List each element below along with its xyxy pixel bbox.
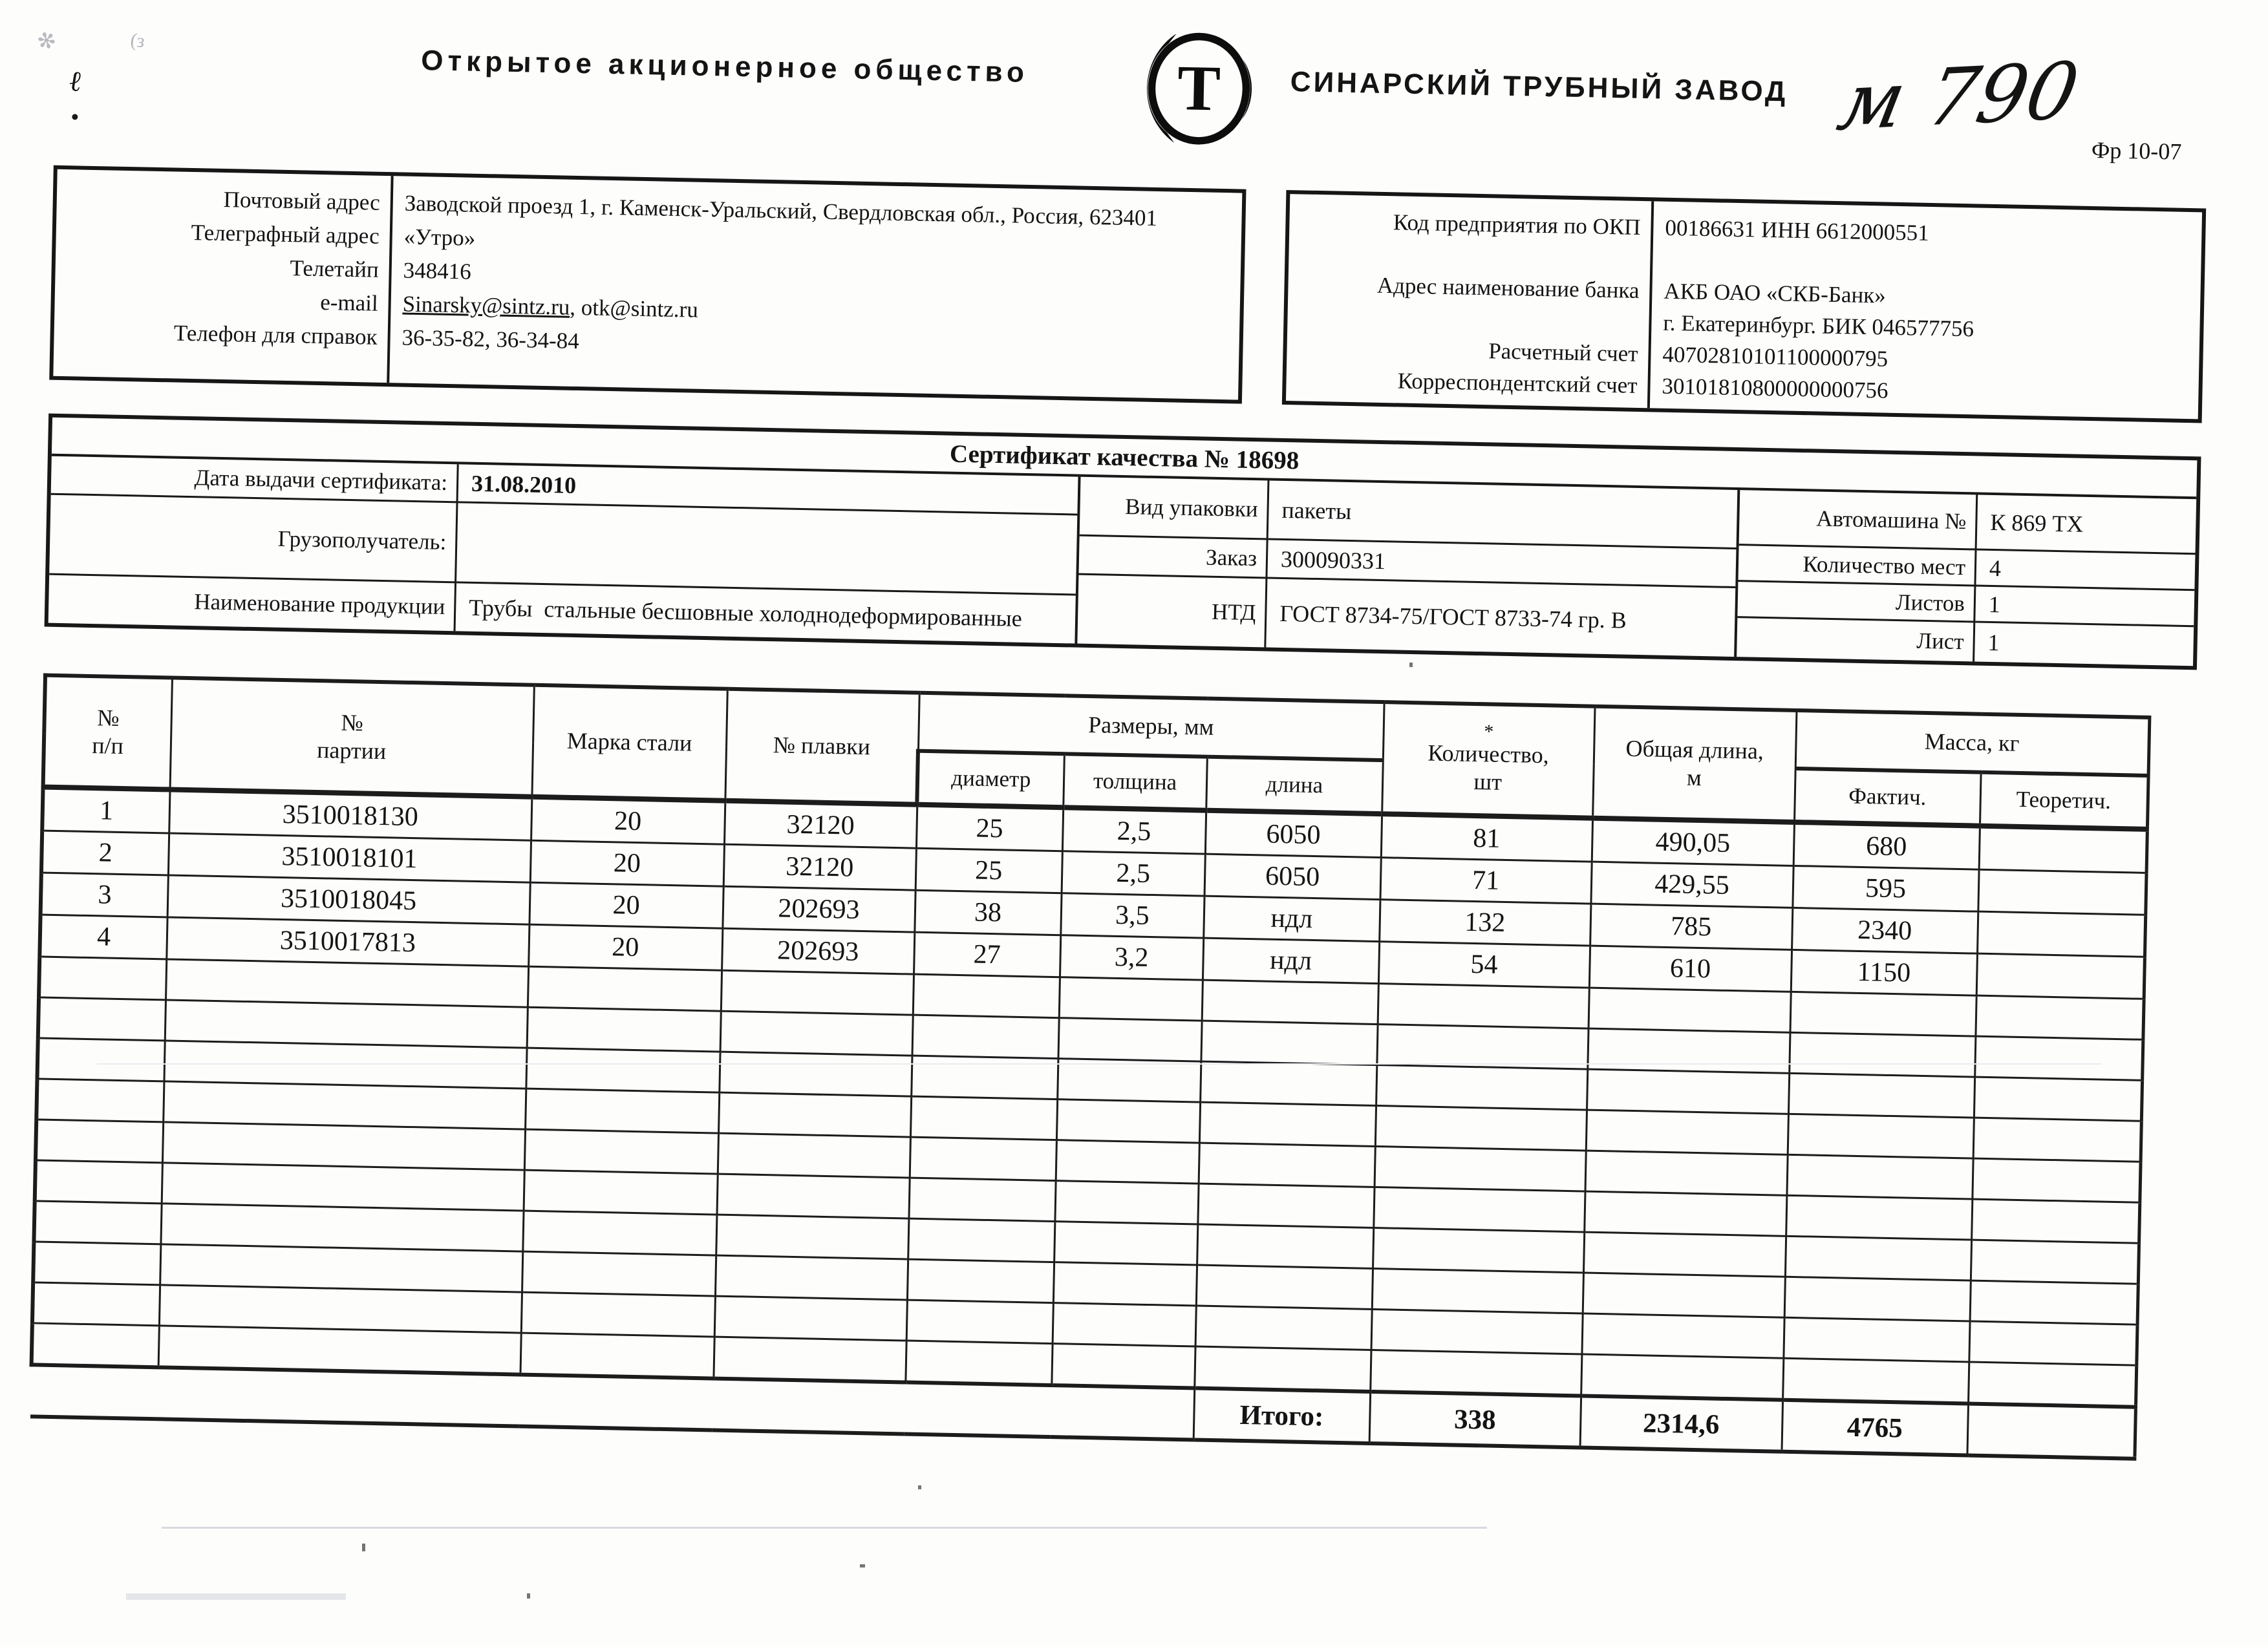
bank-values-column xyxy=(1650,201,2202,419)
empty-cell xyxy=(1972,1158,2140,1202)
cell-diameter: 38 xyxy=(914,890,1061,935)
teletype-value: 348416 xyxy=(403,257,472,284)
scan-speck xyxy=(918,1485,921,1489)
email-label: e-mail xyxy=(319,290,379,316)
empty-cell xyxy=(1199,1143,1375,1187)
bank-name-value-line1: АКБ ОАО «СКБ-Банк» xyxy=(1664,278,1887,308)
cell-quantity: 71 xyxy=(1380,858,1592,904)
cell-total-length: 429,55 xyxy=(1590,862,1793,908)
header-line: м xyxy=(1686,764,1702,791)
empty-cell xyxy=(163,1081,526,1129)
certificate-right-section xyxy=(1737,490,2196,666)
empty-cell xyxy=(39,957,166,1000)
empty-cell xyxy=(1975,995,2143,1039)
form-code-label: Фр 10-07 xyxy=(2091,136,2182,165)
col-header-diameter: диаметр xyxy=(917,751,1064,808)
empty-cell xyxy=(1375,1106,1587,1151)
truck-number-value: К 869 ТХ xyxy=(1977,495,2197,555)
cell-quantity: 54 xyxy=(1378,942,1590,988)
empty-cell xyxy=(520,1333,714,1378)
col-group-sizes: Размеры, мм xyxy=(918,693,1384,760)
totals-mass-theoretical xyxy=(1967,1403,2135,1458)
cell-length: ндл xyxy=(1203,896,1380,941)
empty-cell xyxy=(1785,1236,1971,1280)
scan-speck xyxy=(362,1544,365,1551)
empty-cell xyxy=(1054,1181,1198,1224)
empty-cell xyxy=(32,1282,160,1326)
settlement-account-label: Расчетный счет xyxy=(1488,338,1638,367)
cell-row-number: 2 xyxy=(41,831,169,875)
empty-cell xyxy=(1376,1065,1587,1110)
cell-mass-actual: 680 xyxy=(1793,822,1980,869)
empty-cell xyxy=(1585,1151,1788,1195)
col-group-mass: Масса, кг xyxy=(1795,710,2150,776)
cell-mass-theoretical xyxy=(1979,826,2147,873)
postal-address-value: Заводской проезд 1, г. Каменск-Уральский, Свердловская обл., Россия, 623401 xyxy=(404,190,1158,231)
empty-cell xyxy=(521,1292,715,1337)
issue-date-label: Дата выдачи сертификата: xyxy=(51,456,459,504)
empty-cell xyxy=(1054,1222,1197,1265)
contact-values-column xyxy=(389,176,1242,399)
empty-cell xyxy=(1200,1061,1376,1105)
cell-row-number: 3 xyxy=(41,873,168,917)
ntd-label: НТД xyxy=(1077,575,1267,648)
empty-cell xyxy=(36,1120,163,1163)
col-header-quantity xyxy=(1382,702,1594,818)
totals-quantity: 338 xyxy=(1369,1392,1581,1448)
empty-cell xyxy=(1581,1354,1783,1400)
org-type-heading: Открытое акционерное общество xyxy=(420,45,1029,89)
empty-cell xyxy=(719,1052,912,1096)
cell-batch: 3510018130 xyxy=(169,789,531,840)
empty-cell xyxy=(1378,984,1589,1029)
places-count-value: 4 xyxy=(1976,550,2195,591)
phone-value: 36-35-82, 36-34-84 xyxy=(401,324,580,354)
consignee-value xyxy=(456,503,1077,595)
corr-account-value: 30101810800000000756 xyxy=(1662,373,1888,403)
bank-name-label: Адрес наименование банка xyxy=(1376,272,1640,303)
empty-cell xyxy=(1970,1280,2138,1324)
col-header-row-number xyxy=(43,675,172,790)
cell-diameter: 25 xyxy=(915,848,1062,893)
empty-cell xyxy=(1376,1025,1588,1070)
empty-cell xyxy=(1971,1199,2139,1243)
header-line: Количество, xyxy=(1427,739,1550,769)
empty-cell xyxy=(1058,1018,1201,1061)
empty-cell xyxy=(1786,1195,1972,1240)
empty-cell xyxy=(1201,1021,1377,1065)
empty-cell xyxy=(911,1056,1058,1100)
scan-smudge: ✻ xyxy=(34,27,60,56)
okp-code-label: Код предприятия по ОКП xyxy=(1393,209,1641,240)
empty-cell xyxy=(162,1122,525,1170)
totals-label: Итого: xyxy=(1193,1388,1371,1443)
cell-mass-theoretical xyxy=(1978,869,2146,915)
empty-cell xyxy=(1056,1140,1199,1184)
empty-cell xyxy=(164,1041,526,1089)
telegraph-address-value: «Утро» xyxy=(403,224,476,251)
empty-cell xyxy=(905,1341,1052,1385)
cell-total-length: 490,05 xyxy=(1592,818,1794,866)
empty-cell xyxy=(1199,1102,1376,1146)
col-header-mass-theoretical: Теоретич. xyxy=(1980,772,2148,829)
cell-thickness: 3,5 xyxy=(1060,893,1204,938)
header-line: шт xyxy=(1473,768,1503,795)
empty-cell xyxy=(1974,1077,2142,1121)
truck-number-label: Автомашина № xyxy=(1739,490,1978,550)
empty-cell xyxy=(721,970,914,1015)
header-line: партии xyxy=(316,737,387,765)
empty-cell xyxy=(1788,1073,1974,1118)
header-line: № xyxy=(341,709,364,736)
pipe-shipment-table xyxy=(28,674,2151,1461)
empty-cell xyxy=(1373,1227,1584,1273)
col-header-thickness: толщина xyxy=(1063,754,1207,810)
empty-cell xyxy=(718,1133,910,1178)
cell-diameter: 27 xyxy=(914,932,1060,977)
empty-cell xyxy=(1973,1118,2141,1162)
col-header-total-length xyxy=(1592,707,1796,822)
empty-cell xyxy=(1197,1224,1373,1268)
scan-dot-mark xyxy=(72,114,78,120)
empty-cell xyxy=(1969,1321,2137,1365)
header-line: № xyxy=(96,705,120,731)
empty-cell xyxy=(1056,1100,1200,1143)
empty-cell xyxy=(524,1170,718,1215)
empty-cell xyxy=(1372,1268,1583,1313)
empty-cell xyxy=(1195,1306,1372,1350)
empty-cell xyxy=(1974,1036,2143,1080)
email-primary: Sinarsky@sintz.ru xyxy=(402,291,570,320)
bank-labels-column xyxy=(1286,194,1654,408)
empty-cell xyxy=(716,1215,908,1259)
cell-mass-theoretical xyxy=(1977,911,2145,957)
empty-cell xyxy=(1587,1069,1789,1114)
empty-cell xyxy=(912,1015,1058,1059)
order-label: Заказ xyxy=(1078,537,1268,579)
empty-cell xyxy=(1790,992,1976,1036)
cell-batch: 3510018045 xyxy=(167,875,530,924)
empty-cell xyxy=(528,966,722,1011)
empty-cell xyxy=(522,1211,716,1255)
scan-squiggle-mark: ℓ xyxy=(67,65,83,98)
empty-cell xyxy=(165,1000,528,1048)
empty-cell xyxy=(1373,1187,1585,1232)
postal-address-label: Почтовый адрес xyxy=(223,186,381,215)
cell-row-number: 4 xyxy=(39,915,167,959)
issue-date-value: 31.08.2010 xyxy=(458,464,1078,515)
certificate-middle-section xyxy=(1077,477,1740,657)
empty-cell xyxy=(718,1092,911,1137)
empty-cell xyxy=(1375,1147,1586,1192)
empty-cell xyxy=(37,1038,165,1081)
consignee-label: Грузополучатель: xyxy=(49,495,458,584)
teletype-label: Телетайп xyxy=(290,255,380,282)
empty-cell xyxy=(717,1174,910,1218)
scan-pencil-mark: (з xyxy=(129,29,146,52)
header-line: п/п xyxy=(91,732,124,760)
empty-cell xyxy=(910,1137,1056,1181)
totals-total-length: 2314,6 xyxy=(1580,1396,1783,1451)
empty-cell xyxy=(1197,1184,1374,1227)
cell-batch: 3510018101 xyxy=(168,833,531,882)
cell-heat: 202693 xyxy=(722,928,914,974)
cell-mass-actual: 1150 xyxy=(1791,950,1977,995)
company-name-heading: СИНАРСКИЙ ТРУБНЫЙ ЗАВОД xyxy=(1290,66,1788,108)
cell-steel: 20 xyxy=(531,797,725,844)
empty-cell xyxy=(1586,1110,1788,1154)
empty-cell xyxy=(34,1201,161,1244)
col-header-steel-grade: Марка стали xyxy=(531,685,727,801)
cell-heat: 32120 xyxy=(723,844,916,890)
product-name-label: Наименование продукции xyxy=(48,575,456,632)
sheets-total-label: Листов xyxy=(1737,582,1976,622)
asterisk-mark: * xyxy=(1483,721,1494,743)
empty-cell xyxy=(1583,1232,1786,1277)
empty-cell xyxy=(38,997,166,1041)
okp-code-value: 00186631 ИНН 6612000551 xyxy=(1665,215,1930,246)
empty-cell xyxy=(1782,1358,1969,1403)
empty-cell xyxy=(1587,1028,1790,1073)
empty-cell xyxy=(713,1337,906,1382)
empty-cell xyxy=(908,1218,1054,1262)
empty-cell xyxy=(907,1259,1054,1303)
certificate-left-section xyxy=(48,456,1081,644)
empty-cell xyxy=(1051,1344,1195,1388)
cell-thickness: 2,5 xyxy=(1062,807,1206,854)
empty-cell xyxy=(1581,1313,1784,1358)
cell-total-length: 785 xyxy=(1590,904,1792,950)
empty-cell xyxy=(166,959,528,1007)
empty-cell xyxy=(720,1011,913,1056)
empty-cell xyxy=(908,1178,1055,1222)
order-value: 300090331 xyxy=(1267,540,1736,589)
scan-speck xyxy=(527,1593,530,1599)
cell-mass-theoretical xyxy=(1976,953,2145,999)
empty-cell xyxy=(524,1129,718,1174)
empty-cell xyxy=(162,1163,524,1211)
cell-thickness: 3,2 xyxy=(1060,935,1203,980)
empty-cell xyxy=(33,1242,160,1285)
col-header-length: длина xyxy=(1206,757,1383,814)
col-header-mass-actual: Фактич. xyxy=(1794,769,1981,826)
empty-cell xyxy=(1196,1265,1373,1309)
handwritten-number: м 790 xyxy=(1830,45,2086,149)
cell-batch: 3510017813 xyxy=(166,917,529,966)
bank-block xyxy=(1282,190,2206,423)
cell-diameter: 25 xyxy=(916,805,1063,851)
bank-name-value-line2: г. Екатеринбург. БИК 046577756 xyxy=(1663,310,1974,342)
empty-cell xyxy=(160,1244,522,1292)
empty-cell xyxy=(1584,1191,1786,1236)
cell-length: 6050 xyxy=(1204,854,1381,899)
certificate-block xyxy=(45,414,2201,670)
empty-cell xyxy=(910,1096,1057,1140)
sheet-number-label: Лист xyxy=(1737,618,1975,661)
cell-length: 6050 xyxy=(1205,811,1382,858)
corr-account-label: Корреспондентский счет xyxy=(1397,368,1638,398)
scan-edge-shadow xyxy=(126,1593,346,1600)
empty-cell xyxy=(715,1255,908,1300)
sheet-number-value: 1 xyxy=(1987,629,2000,656)
phone-label: Телефон для справок xyxy=(173,320,378,350)
cell-row-number: 1 xyxy=(42,787,169,833)
tmk-logo-icon xyxy=(1132,25,1261,152)
empty-cell xyxy=(1059,977,1203,1021)
packing-type-value: пакеты xyxy=(1268,481,1738,550)
cell-quantity: 132 xyxy=(1379,900,1590,946)
empty-cell xyxy=(1370,1350,1581,1396)
cell-mass-actual: 595 xyxy=(1792,866,1978,911)
empty-cell xyxy=(1789,1032,1975,1077)
empty-cell xyxy=(160,1204,523,1251)
packing-type-label: Вид упаковки xyxy=(1080,477,1270,540)
cell-total-length: 610 xyxy=(1589,946,1792,992)
cell-heat: 32120 xyxy=(724,801,917,848)
cell-steel: 20 xyxy=(530,840,724,886)
empty-cell xyxy=(1057,1059,1201,1102)
email-secondary: , otk@sintz.ru xyxy=(569,294,699,323)
col-header-heat-number: № плавки xyxy=(725,689,919,805)
empty-cell xyxy=(36,1079,164,1122)
empty-cell xyxy=(1786,1154,1973,1199)
empty-cell xyxy=(1371,1309,1583,1354)
sheets-total-value: 1 xyxy=(1975,586,2194,627)
logo-letter: Т xyxy=(1177,52,1221,125)
product-name-value: Трубы стальные бесшовные холоднодеформированные xyxy=(468,594,1023,632)
empty-cell xyxy=(1583,1273,1785,1317)
empty-cell xyxy=(1783,1317,1969,1362)
cell-mass-actual: 2340 xyxy=(1792,908,1978,953)
empty-cell xyxy=(35,1160,162,1204)
empty-cell xyxy=(525,1089,719,1133)
col-header-batch-number xyxy=(170,678,534,797)
cell-steel: 20 xyxy=(528,924,722,970)
settlement-account-value: 40702810101100000795 xyxy=(1662,341,1888,372)
scan-fold-line xyxy=(97,1063,2101,1065)
scan-speck xyxy=(860,1564,865,1567)
contact-labels-column xyxy=(53,169,393,383)
empty-cell xyxy=(1202,980,1378,1024)
scan-fold-line xyxy=(162,1527,1487,1529)
cell-steel: 20 xyxy=(529,882,723,928)
empty-cell xyxy=(714,1296,907,1341)
totals-mass-actual: 4765 xyxy=(1781,1400,1968,1456)
empty-cell xyxy=(1053,1303,1196,1346)
contact-block xyxy=(49,165,1246,404)
empty-cell xyxy=(32,1323,159,1367)
empty-cell xyxy=(1968,1362,2136,1407)
ntd-value: ГОСТ 8734-75/ГОСТ 8733-74 гр. В xyxy=(1279,600,1627,633)
empty-cell xyxy=(159,1285,522,1333)
empty-cell xyxy=(1053,1262,1197,1306)
cell-quantity: 81 xyxy=(1381,814,1592,862)
empty-cell xyxy=(158,1326,521,1375)
empty-cell xyxy=(1589,988,1791,1032)
empty-cell xyxy=(913,974,1060,1018)
cell-thickness: 2,5 xyxy=(1062,851,1205,896)
places-count-label: Количество мест xyxy=(1738,546,1976,586)
empty-cell xyxy=(527,1007,721,1052)
header-line: Общая длина, xyxy=(1625,735,1764,764)
empty-cell xyxy=(1788,1114,1974,1158)
empty-cell xyxy=(1784,1277,1971,1321)
empty-cell xyxy=(522,1251,716,1296)
empty-cell xyxy=(1971,1240,2139,1284)
cell-length: ндл xyxy=(1203,938,1379,983)
telegraph-address-label: Телеграфный адрес xyxy=(191,219,380,249)
cell-heat: 202693 xyxy=(722,886,915,932)
empty-cell xyxy=(906,1300,1053,1344)
pipe-table-body xyxy=(30,787,2147,1459)
empty-cell xyxy=(1194,1346,1371,1392)
certificate-title: Сертификат качества № 18698 xyxy=(52,418,2198,500)
scan-speck xyxy=(1409,663,1413,667)
empty-cell xyxy=(526,1048,720,1092)
